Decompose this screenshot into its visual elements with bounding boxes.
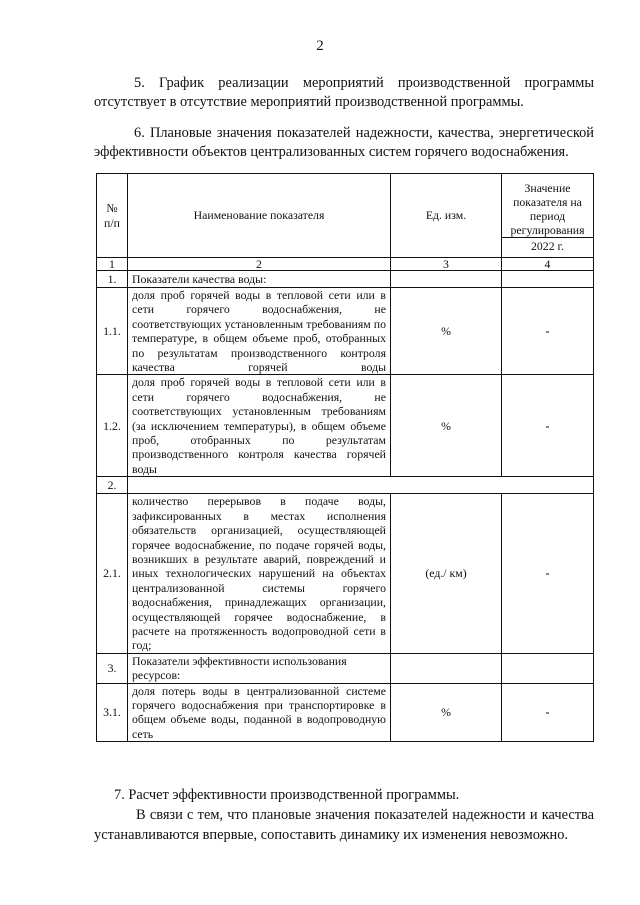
row-value: - xyxy=(502,375,594,477)
row-name: Показатели качества воды: xyxy=(128,271,391,288)
header-value xyxy=(502,174,594,258)
row-value xyxy=(502,653,594,683)
table-row xyxy=(97,271,594,288)
row-num: 3. xyxy=(97,653,128,683)
row-unit xyxy=(391,653,502,683)
row-name: Показатели эффективности использования ресурсов: xyxy=(128,653,391,683)
row-unit xyxy=(391,271,502,288)
table-row xyxy=(97,288,594,375)
table-header-row xyxy=(97,174,594,258)
table-row xyxy=(97,494,594,653)
header-num: № п/п xyxy=(97,174,128,258)
row-name: доля потерь воды в централизованной системе горячего водоснабжения при транспортировке в общем объеме воды, поданной в водопроводную сеть xyxy=(128,683,391,742)
row-unit: % xyxy=(391,375,502,477)
row-name: доля проб горячей воды в тепловой сети или в сети горячего водоснабжения, не соответствующих установленным требованиям (за исключением температуры), в общем объеме проб, отобранных по результатам производственного контроля качества горячей воды xyxy=(128,375,391,477)
col-number-3: 3 xyxy=(391,258,502,271)
row-value: - xyxy=(502,683,594,742)
table-row xyxy=(97,683,594,742)
table-row xyxy=(97,477,594,494)
section-7-text: В связи с тем, что плановые значения показателей надежности и качества устанавливаются впервые, сопоставить динамику их изменения невозможно. xyxy=(94,807,594,843)
section-6-text: 6. Плановые значения показателей надежности, качества, энергетической эффективности объектов централизованных систем горячего водоснабжения. xyxy=(94,125,594,160)
indicators-table xyxy=(96,173,594,742)
row-num: 1.1. xyxy=(97,288,128,375)
header-value-label: Значение показателя на период регулирования xyxy=(510,180,585,237)
row-value: - xyxy=(502,288,594,375)
col-number-4: 4 xyxy=(502,258,594,271)
row-num: 2.1. xyxy=(97,494,128,653)
table-row xyxy=(97,375,594,477)
row-name xyxy=(128,477,594,494)
row-num: 3.1. xyxy=(97,683,128,742)
row-num: 1.2. xyxy=(97,375,128,477)
header-name: Наименование показателя xyxy=(128,174,391,258)
table-row xyxy=(97,653,594,683)
page-number: 2 xyxy=(316,38,324,54)
section-7-heading: 7. Расчет эффективности производственной программы. xyxy=(114,787,460,803)
row-value xyxy=(502,271,594,288)
col-number-1: 1 xyxy=(97,258,128,271)
row-unit: % xyxy=(391,683,502,742)
row-num: 2. xyxy=(97,477,128,494)
section-5-text: 5. График реализации мероприятий производственной программы отсутствует в отсутствие мероприятий производственной программы. xyxy=(94,75,594,110)
header-unit: Ед. изм. xyxy=(391,174,502,258)
row-num: 1. xyxy=(97,271,128,288)
row-name: доля проб горячей воды в тепловой сети или в сети горячего водоснабжения, не соответствующих установленным требованиям по температуре, в общем объеме проб, отобранных по результатам производственного контроля качества горячей воды xyxy=(128,288,391,375)
col-number-2: 2 xyxy=(128,258,391,271)
column-numbers-row xyxy=(97,258,594,271)
header-year: 2022 г. xyxy=(502,237,593,253)
row-unit: (ед./ км) xyxy=(391,494,502,653)
row-name: количество перерывов в подаче воды, зафиксированных в местах исполнения обязательств организацией, осуществляющей горячее водоснабжение, по подаче горячей воды, возникших в результате аварий, повреждений и иных технологических нарушений на объектах централизованной системы горячего водоснабжения, принадлежащих организации, осуществляющей горячее водоснабжение, в расчете на протяженность водопроводной сети в год; xyxy=(128,494,391,653)
row-value: - xyxy=(502,494,594,653)
row-unit: % xyxy=(391,288,502,375)
